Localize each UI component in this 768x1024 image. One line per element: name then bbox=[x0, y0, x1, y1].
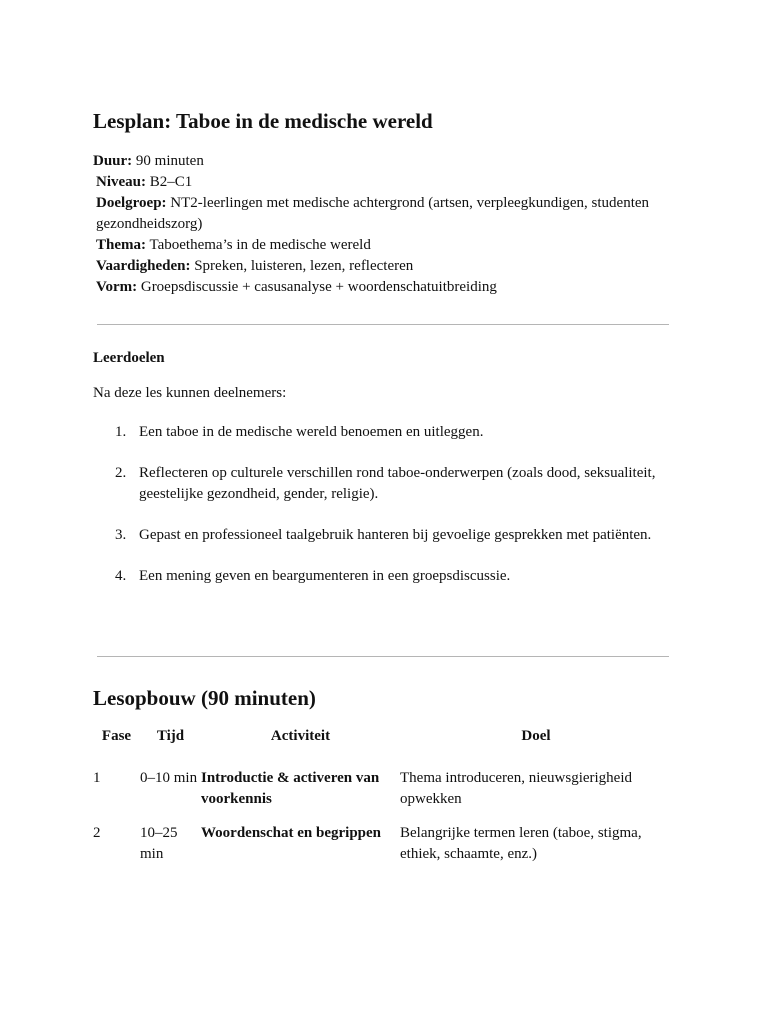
cell-fase: 2 bbox=[93, 825, 101, 841]
list-item bbox=[93, 463, 673, 505]
column-header-tijd: Tijd bbox=[156, 728, 185, 744]
cell-tijd: 10–25 min bbox=[140, 825, 178, 862]
meta-duur bbox=[93, 151, 673, 172]
meta-value: 90 minuten bbox=[135, 153, 204, 169]
list-text: Een mening geven en beargumenteren in een groepsdiscussie. bbox=[139, 568, 511, 584]
goals-heading: Leerdoelen bbox=[93, 350, 165, 366]
list-item bbox=[93, 422, 673, 443]
list-text: Gepast en professioneel taalgebruik hanteren bij gevoelige gesprekken met patiënten. bbox=[139, 527, 652, 543]
meta-label: Vaardigheden: bbox=[96, 258, 191, 274]
table-header-row bbox=[93, 726, 672, 768]
cell-tijd: 0–10 min bbox=[140, 770, 198, 786]
meta-label: Duur: bbox=[93, 153, 133, 169]
table-row bbox=[93, 823, 672, 878]
meta-niveau bbox=[93, 172, 673, 193]
cell-doel: Thema introduceren, nieuwsgierigheid opwekken bbox=[400, 770, 633, 807]
list-number: 3. bbox=[115, 527, 127, 543]
cell-fase: 1 bbox=[93, 770, 101, 786]
lesson-meta bbox=[93, 151, 673, 298]
meta-vorm bbox=[93, 277, 673, 298]
meta-value: Groepsdiscussie + casusanalyse + woordenschatuitbreiding bbox=[140, 279, 497, 295]
meta-label: Doelgroep: bbox=[96, 195, 167, 211]
list-number: 1. bbox=[115, 424, 127, 440]
meta-doelgroep bbox=[93, 193, 673, 235]
meta-vaardigheden bbox=[93, 256, 673, 277]
list-item bbox=[93, 566, 673, 587]
meta-thema bbox=[93, 235, 673, 256]
cell-activiteit bbox=[201, 823, 400, 878]
goals-intro: Na deze les kunnen deelnemers: bbox=[93, 385, 287, 401]
list-number: 4. bbox=[115, 568, 127, 584]
section-heading: Lesopbouw (90 minuten) bbox=[93, 686, 316, 710]
list-number: 2. bbox=[115, 465, 127, 481]
divider bbox=[97, 656, 669, 657]
list-item bbox=[93, 525, 673, 546]
goals-list bbox=[93, 422, 673, 607]
meta-value: NT2-leerlingen met medische achtergrond (artsen, verpleegkundigen, studenten gezondheidszorg) bbox=[96, 195, 650, 232]
list-text: Reflecteren op culturele verschillen rond taboe-onderwerpen (zoals dood, seksualiteit, geestelijke gezondheid, gender, religie). bbox=[139, 465, 656, 502]
lesson-table bbox=[93, 726, 672, 878]
page-title: Lesplan: Taboe in de medische wereld bbox=[93, 109, 433, 133]
cell-activiteit bbox=[201, 768, 400, 823]
meta-label: Thema: bbox=[96, 237, 146, 253]
meta-label: Vorm: bbox=[96, 279, 138, 295]
activity-text: Woordenschat en begrippen bbox=[201, 825, 382, 841]
column-header-activiteit: Activiteit bbox=[270, 728, 331, 744]
list-text: Een taboe in de medische wereld benoemen en uitleggen. bbox=[139, 424, 484, 440]
column-header-fase: Fase bbox=[101, 728, 132, 744]
cell-doel: Belangrijke termen leren (taboe, stigma, ethiek, schaamte, enz.) bbox=[400, 825, 642, 862]
meta-value: Spreken, luisteren, lezen, reflecteren bbox=[194, 258, 414, 274]
column-header-doel: Doel bbox=[521, 728, 551, 744]
activity-text: Introductie & activeren van voorkennis bbox=[201, 770, 380, 807]
meta-label: Niveau: bbox=[96, 174, 146, 190]
meta-value: Taboethema’s in de medische wereld bbox=[149, 237, 371, 253]
table-row bbox=[93, 768, 672, 823]
meta-value: B2–C1 bbox=[149, 174, 193, 190]
divider bbox=[97, 324, 669, 325]
